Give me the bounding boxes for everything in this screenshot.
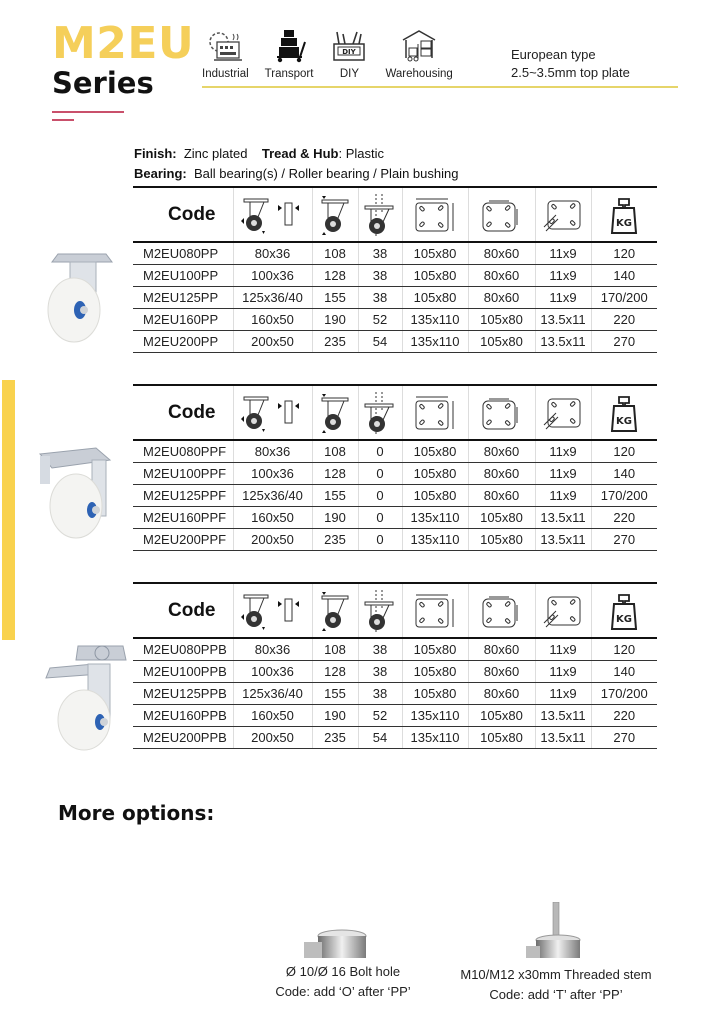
spec-cell: 11x9 <box>535 286 591 308</box>
table-row <box>133 638 657 660</box>
spec-cell: 11x9 <box>535 264 591 286</box>
spec-cell: 11x9 <box>535 440 591 462</box>
spec-cell: 170/200 <box>591 484 657 506</box>
tread-value: : Plastic <box>338 146 384 161</box>
spec-cell: 140 <box>591 264 657 286</box>
spec-cell: 13.5x11 <box>535 506 591 528</box>
spec-cell: 120 <box>591 242 657 264</box>
offset-icon <box>359 194 402 236</box>
spec-cell: 105x80 <box>402 462 468 484</box>
spec-cell: 80x36 <box>233 242 312 264</box>
application-label: Transport <box>264 68 314 80</box>
spec-cell: 0 <box>358 528 402 550</box>
plate-size-icon <box>403 591 468 631</box>
spec-cell: 190 <box>312 308 358 330</box>
product-code-cell: M2EU100PPB <box>133 660 233 682</box>
product-code-cell: M2EU160PPF <box>133 506 233 528</box>
svg-text:DIY: DIY <box>342 48 357 56</box>
application-industrial <box>202 28 249 80</box>
overall-height-icon <box>313 392 358 434</box>
finish-spec <box>134 144 458 164</box>
table-row <box>133 484 657 506</box>
application-label: Industrial <box>202 68 249 80</box>
spec-cell: 120 <box>591 638 657 660</box>
option-bolt-hole <box>258 962 428 1002</box>
spec-cell: 190 <box>312 704 358 726</box>
spec-cell: 155 <box>312 286 358 308</box>
spec-cell: 100x36 <box>233 462 312 484</box>
bolt-spacing-icon <box>469 195 535 235</box>
spec-cell: 155 <box>312 682 358 704</box>
spec-cell: 105x80 <box>468 704 535 726</box>
product-code-cell: M2EU100PPF <box>133 462 233 484</box>
spec-cell: 54 <box>358 726 402 748</box>
product-code-cell: M2EU125PPB <box>133 682 233 704</box>
spec-cell: 105x80 <box>402 440 468 462</box>
spec-cell: 11x9 <box>535 682 591 704</box>
spec-cell: 160x50 <box>233 506 312 528</box>
bolt-spacing-icon <box>469 591 535 631</box>
spec-table <box>133 384 657 551</box>
option-threaded-stem <box>438 965 674 1005</box>
fixed-caster-image <box>36 446 116 546</box>
wheel-dimension-icon <box>234 393 312 433</box>
spec-cell: 80x60 <box>468 484 535 506</box>
bolt-hole-icon <box>536 393 591 433</box>
spec-cell: 160x50 <box>233 704 312 726</box>
spec-cell: 140 <box>591 462 657 484</box>
table-row <box>133 242 657 264</box>
spec-cell: 125x36/40 <box>233 484 312 506</box>
table-row <box>133 726 657 748</box>
table-row <box>133 660 657 682</box>
option-threaded-stem-title: M10/M12 x30mm Threaded stem <box>460 967 652 982</box>
spec-cell: 108 <box>312 242 358 264</box>
spec-cell: 105x80 <box>468 330 535 352</box>
spec-cell: 220 <box>591 308 657 330</box>
spec-cell: 11x9 <box>535 638 591 660</box>
application-diy <box>329 28 369 80</box>
spec-cell: 108 <box>312 440 358 462</box>
spec-cell: 80x60 <box>468 682 535 704</box>
application-transport <box>265 28 314 80</box>
table-row <box>133 462 657 484</box>
svg-text:KG: KG <box>616 217 633 229</box>
spec-cell: 11x9 <box>535 462 591 484</box>
spec-cell: 135x110 <box>402 506 468 528</box>
load-capacity-kg-icon <box>592 195 658 235</box>
spec-cell: 105x80 <box>402 484 468 506</box>
finish-value: Zinc plated <box>183 146 248 161</box>
spec-cell: 105x80 <box>402 660 468 682</box>
spec-cell: 105x80 <box>402 682 468 704</box>
spec-cell: 13.5x11 <box>535 704 591 726</box>
brake-caster-image <box>28 636 132 752</box>
spec-table-fixed <box>133 384 657 551</box>
bolt-hole-icon <box>536 195 591 235</box>
table-header-row <box>133 187 657 242</box>
product-code-cell: M2EU125PPF <box>133 484 233 506</box>
spec-cell: 54 <box>358 330 402 352</box>
finish-label: Finish: <box>134 146 177 161</box>
spec-cell: 135x110 <box>402 704 468 726</box>
spec-cell: 38 <box>358 264 402 286</box>
warehouse-forklift-icon <box>399 28 439 64</box>
spec-cell: 0 <box>358 462 402 484</box>
option-bolt-hole-title: Ø 10/Ø 16 Bolt hole <box>285 964 401 979</box>
spec-table-swivel-brake <box>133 582 657 749</box>
spec-cell: 170/200 <box>591 286 657 308</box>
table-row <box>133 682 657 704</box>
spec-cell: 155 <box>312 484 358 506</box>
accent-underline <box>52 111 124 113</box>
spec-cell: 105x80 <box>468 308 535 330</box>
application-label: Warehousing <box>385 68 453 80</box>
product-code-cell: M2EU160PPB <box>133 704 233 726</box>
table-row <box>133 704 657 726</box>
spec-cell: 13.5x11 <box>535 330 591 352</box>
product-code-cell: M2EU200PPB <box>133 726 233 748</box>
spec-cell: 125x36/40 <box>233 286 312 308</box>
spec-cell: 105x80 <box>402 242 468 264</box>
table-row <box>133 264 657 286</box>
spec-cell: 200x50 <box>233 528 312 550</box>
accent-underline-short <box>52 119 74 121</box>
offset-icon <box>359 392 402 434</box>
product-code-cell: M2EU125PP <box>133 286 233 308</box>
spec-cell: 11x9 <box>535 660 591 682</box>
product-code-cell: M2EU200PPF <box>133 528 233 550</box>
spec-cell: 125x36/40 <box>233 682 312 704</box>
spec-cell: 38 <box>358 638 402 660</box>
spec-cell: 235 <box>312 726 358 748</box>
spec-cell: 135x110 <box>402 308 468 330</box>
spec-cell: 80x36 <box>233 440 312 462</box>
application-label: DIY <box>339 68 360 80</box>
plate-size-icon <box>403 195 468 235</box>
spec-cell: 100x36 <box>233 660 312 682</box>
spec-cell: 270 <box>591 726 657 748</box>
product-code-cell: M2EU160PP <box>133 308 233 330</box>
header-divider <box>202 86 678 88</box>
series-title: M2EU <box>52 18 195 69</box>
spec-cell: 160x50 <box>233 308 312 330</box>
spec-cell: 270 <box>591 528 657 550</box>
spec-cell: 0 <box>358 440 402 462</box>
description-line-1: European type <box>511 47 596 62</box>
wheel-dimension-icon <box>234 591 312 631</box>
spec-cell: 38 <box>358 660 402 682</box>
factory-gear-icon <box>205 28 245 64</box>
table-row <box>133 506 657 528</box>
bearing-label: Bearing: <box>134 166 187 181</box>
spec-cell: 128 <box>312 264 358 286</box>
spec-cell: 270 <box>591 330 657 352</box>
spec-cell: 80x60 <box>468 264 535 286</box>
bearing-value: Ball bearing(s) / Roller bearing / Plain bushing <box>193 166 459 181</box>
table-row <box>133 308 657 330</box>
spec-cell: 128 <box>312 660 358 682</box>
spec-cell: 105x80 <box>402 286 468 308</box>
spec-cell: 200x50 <box>233 330 312 352</box>
diy-toolbox-icon <box>329 28 369 64</box>
spec-cell: 80x60 <box>468 462 535 484</box>
spec-cell: 38 <box>358 682 402 704</box>
option-threaded-stem-code: Code: add ‘T’ after ‘PP’ <box>489 987 623 1002</box>
spec-table <box>133 582 657 749</box>
spec-cell: 200x50 <box>233 726 312 748</box>
spec-cell: 80x36 <box>233 638 312 660</box>
applications-row <box>202 28 469 80</box>
spec-cell: 105x80 <box>468 726 535 748</box>
product-code-cell: M2EU080PPF <box>133 440 233 462</box>
table-header-row <box>133 385 657 440</box>
spec-cell: 80x60 <box>468 286 535 308</box>
code-column-header: Code <box>133 583 233 638</box>
spec-cell: 13.5x11 <box>535 308 591 330</box>
spec-cell: 80x60 <box>468 242 535 264</box>
bolt-hole-icon <box>536 591 591 631</box>
option-bolt-hole-code: Code: add ‘O’ after ‘PP’ <box>275 984 411 999</box>
spec-cell: 235 <box>312 528 358 550</box>
swivel-caster-image <box>36 244 128 344</box>
spec-cell: 235 <box>312 330 358 352</box>
svg-text:KG: KG <box>616 613 633 625</box>
product-description <box>511 46 630 82</box>
wheel-dimension-icon <box>234 195 312 235</box>
spec-cell: 38 <box>358 242 402 264</box>
svg-text:KG: KG <box>616 415 633 427</box>
spec-cell: 13.5x11 <box>535 528 591 550</box>
spec-cell: 135x110 <box>402 726 468 748</box>
spec-cell: 128 <box>312 462 358 484</box>
product-code-cell: M2EU080PPB <box>133 638 233 660</box>
overall-height-icon <box>313 590 358 632</box>
spec-cell: 170/200 <box>591 682 657 704</box>
plate-size-icon <box>403 393 468 433</box>
spec-cell: 135x110 <box>402 330 468 352</box>
spec-cell: 105x80 <box>402 264 468 286</box>
spec-cell: 13.5x11 <box>535 726 591 748</box>
spec-cell: 80x60 <box>468 660 535 682</box>
code-column-header: Code <box>133 385 233 440</box>
spec-cell: 105x80 <box>402 638 468 660</box>
spec-cell: 135x110 <box>402 528 468 550</box>
spec-cell: 190 <box>312 506 358 528</box>
spec-cell: 11x9 <box>535 242 591 264</box>
more-options-title: More options: <box>58 801 215 825</box>
threaded-stem-image <box>526 902 586 958</box>
table-row <box>133 286 657 308</box>
spec-cell: 0 <box>358 484 402 506</box>
product-code-cell: M2EU100PP <box>133 264 233 286</box>
description-line-2: 2.5~3.5mm top plate <box>511 65 630 80</box>
spec-table-swivel <box>133 186 657 353</box>
spec-cell: 220 <box>591 704 657 726</box>
spec-cell: 105x80 <box>468 528 535 550</box>
spec-cell: 0 <box>358 506 402 528</box>
spec-cell: 80x60 <box>468 638 535 660</box>
load-capacity-kg-icon <box>592 591 658 631</box>
specs-block <box>134 144 458 184</box>
spec-table <box>133 186 657 353</box>
spec-cell: 80x60 <box>468 440 535 462</box>
table-row <box>133 440 657 462</box>
tread-label: Tread & Hub <box>261 146 339 161</box>
spec-cell: 52 <box>358 704 402 726</box>
table-row <box>133 330 657 352</box>
spec-cell: 108 <box>312 638 358 660</box>
table-row <box>133 528 657 550</box>
spec-cell: 52 <box>358 308 402 330</box>
bearing-spec <box>134 164 458 184</box>
hand-truck-icon <box>269 28 309 64</box>
bolt-spacing-icon <box>469 393 535 433</box>
spec-cell: 120 <box>591 440 657 462</box>
series-subtitle: Series <box>52 66 154 100</box>
spec-cell: 38 <box>358 286 402 308</box>
product-code-cell: M2EU200PP <box>133 330 233 352</box>
offset-icon <box>359 590 402 632</box>
code-column-header: Code <box>133 187 233 242</box>
spec-cell: 11x9 <box>535 484 591 506</box>
application-warehousing <box>385 28 452 80</box>
table-header-row <box>133 583 657 638</box>
product-code-cell: M2EU080PP <box>133 242 233 264</box>
spec-cell: 220 <box>591 506 657 528</box>
load-capacity-kg-icon <box>592 393 658 433</box>
spec-cell: 140 <box>591 660 657 682</box>
overall-height-icon <box>313 194 358 236</box>
side-accent-bar <box>2 380 15 640</box>
spec-cell: 105x80 <box>468 506 535 528</box>
spec-cell: 100x36 <box>233 264 312 286</box>
bolt-hole-top-image <box>304 928 372 958</box>
